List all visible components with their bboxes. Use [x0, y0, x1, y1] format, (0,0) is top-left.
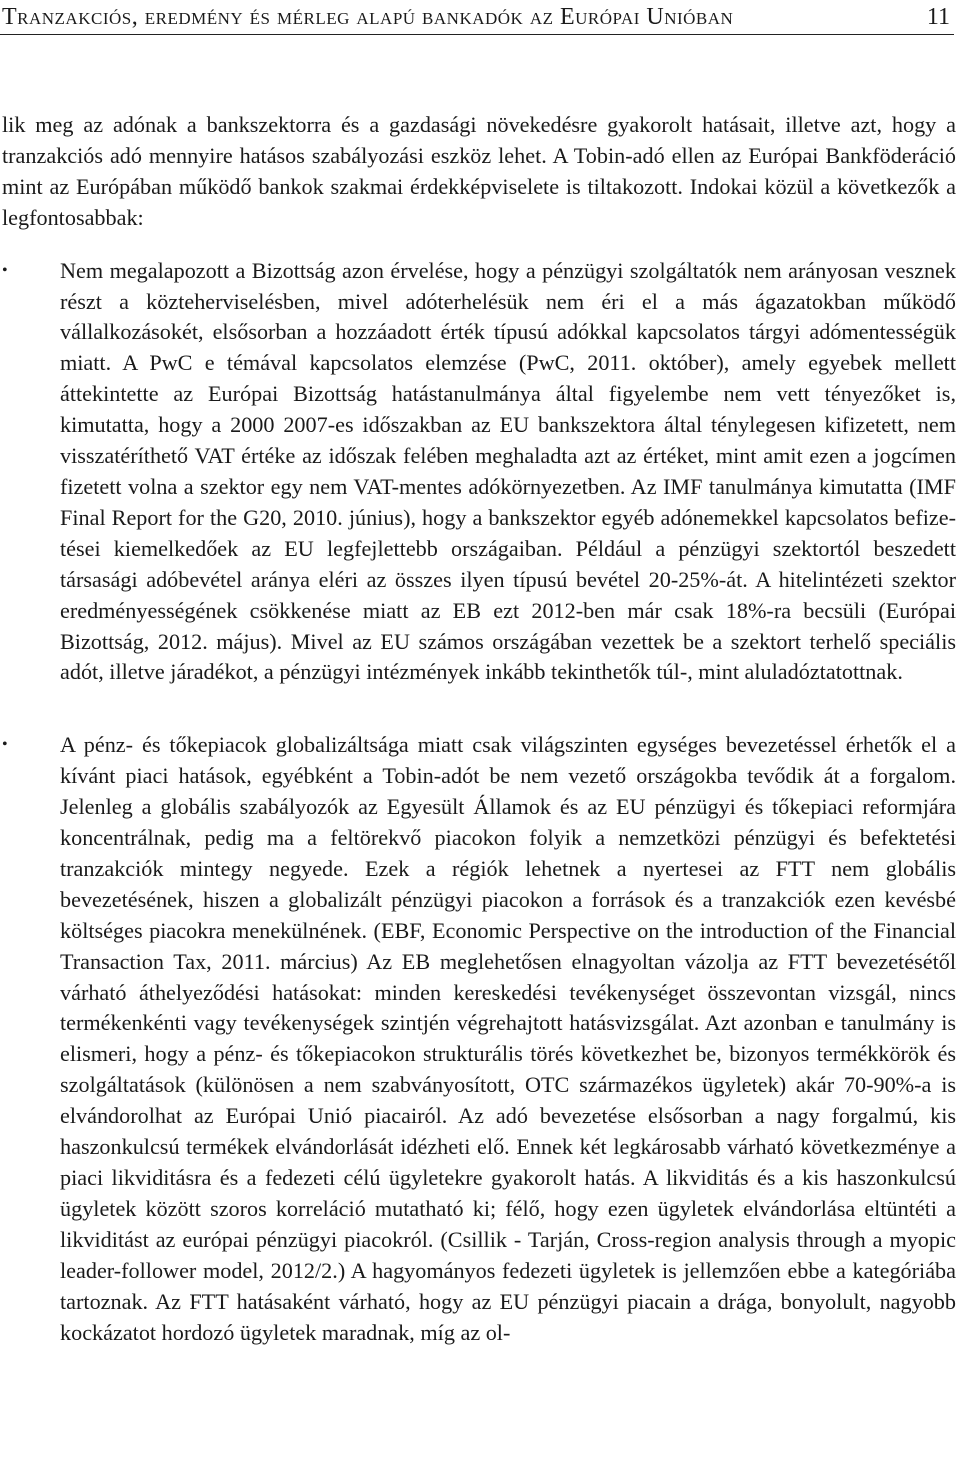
body-text — [2, 110, 956, 1348]
bullet-dot-icon: • — [2, 261, 8, 279]
running-header — [0, 0, 954, 35]
intro-paragraph: lik meg az adónak a bankszektorra és a gazdasági növekedésre gyakorolt hatásait, illetve azt, hogy a tranzakciós adó mennyire hatásos szabályozási eszköz lehet. A Tobin-adó ellen az Európai Bankföderáció mint az Európában működő bankok szakmai érdekképviselete is tiltakozott. Indokai közül a következők a legfontosabbak: — [2, 112, 956, 230]
list-item — [2, 256, 956, 689]
page-number: 11 — [926, 4, 950, 30]
list-item — [2, 730, 956, 1348]
running-title: Tranzakciós, eredmény és mérleg alapú bankadók az Európai Unióban — [2, 4, 734, 30]
bullet-text: A pénz- és tőkepiacok globalizáltsága miatt csak világszinten egységes bevezetéssel érhetők el a kívánt piaci hatások, egyébként a Tobin-adót be nem vezető országokba tevődik át a forgalom. Jelenleg a globális szabályozók az Egyesült Államok és az EU pénzügyi és tőkepiaci reformjára koncentrálnak, pedig ma a feltörekvő piacokon folyik a nemzetközi pénzügyi és befektetési tranzakciók mintegy negyede. Ezek a régiók lehetnek a nyertesei az FTT nem globális bevezetésének, hiszen a globalizált pénzügyi piacokon a források és a tranzakciók ezen kevésbé költséges piacokra menekülnének. (EBF, Economic Perspective on the introduction of the Financial Transaction Tax, 2011. március) Az EB meglehetősen elnagyoltan vázolja az FTT bevezetésétől várható áthelyeződési hatásokat: minden kereskedési tevékenységet összevontan vizsgál, nincs termékenkénti vagy tevékenységek szintjén végrehajtott hatásvizsgálat. Azt azonban e tanulmány is elismeri, hogy a pénz- és tőkepiacokon strukturális törés következhet be, bizonyos termékkörök és szolgáltatások (különösen a nem szabványosított, OTC származékos ügyletek) akár 70-90%-a is elvándorolhat az Európai Unió piacairól. Az adó bevezetése elsősorban a nagy forgalmú, kis haszonkulcsú termékek elvándorlását idézheti elő. Ennek két legkárosabb várható következménye a piaci likviditásra és a fedezeti célú ügyletekre gyakorolt hatás. A likviditás és a kis haszonkulcsú ügyletek között szoros korreláció mutatható ki; félő, hogy ezen ügyletek elvándorlása eltüntéti a likviditást az európai pénzügyi piacokról. (Csillik - Tarján, Cross-region analysis through a myopic leader-follower model, 2012/2.) A hagyományos fedezeti ügyletek is jellemzően ebbe a kategóriába tartoznak. Az FTT hatásaként várható, hogy az EU pénzügyi piacain a drága, bonyolult, nagyobb kockázatot hordozó ügyletek maradnak, míg az ol- — [60, 732, 956, 1345]
bullet-dot-icon: • — [2, 736, 8, 754]
bullet-text: Nem megalapozott a Bizottság azon érvelése, hogy a pénzügyi szolgáltatók nem arányosan vesznek részt a közteherviselésben, mivel adóterhelésük nem éri el a más ágazatokban működő vállalkozásokét, elsősorban a hozzáadott érték típusú adókkal kapcsolatos tárgyi adómentességük miatt. A PwC e témával kapcsolatos elemzése (PwC, 2011. október), amely egyebek mellett áttekintette az Európai Bizottság hatástanulmánya által figyelembe nem vett tényezőket is, kimutatta, hogy a 2000 2007-es időszakban az EU bankszektora által ténylegesen kifizetett, nem visszatéríthető VAT értéke az időszak felében meghaladta azt az értéket, mint amit ezen a jogcímen fizetett volna a szektor egy nem VAT-mentes adókörnyezetben. Az IMF tanulmánya kimutatta (IMF Final Report for the G20, 2010. június), hogy a bankszektor egyéb adónemekkel kapcsolatos befizetései kiemelkedőek az EU legfejlettebb országaiban. Például a pénzügyi szektortól beszedett társasági adóbevétel aránya eléri az összes ilyen típusú bevétel 20-25%-át. A hitelintézeti szektor eredményességének csökkenése miatt az EB ezt 2012-ben már csak 18%-ra becsüli (Európai Bizottság, 2012. május). Mivel az EU számos országában vezettek be a szektort terhelő speciális adót, illetve járadékot, a pénzügyi intézmények inkább tekinthetők túl-, mint aluladóztatottnak. — [60, 257, 956, 685]
bullet-list — [2, 256, 956, 1349]
